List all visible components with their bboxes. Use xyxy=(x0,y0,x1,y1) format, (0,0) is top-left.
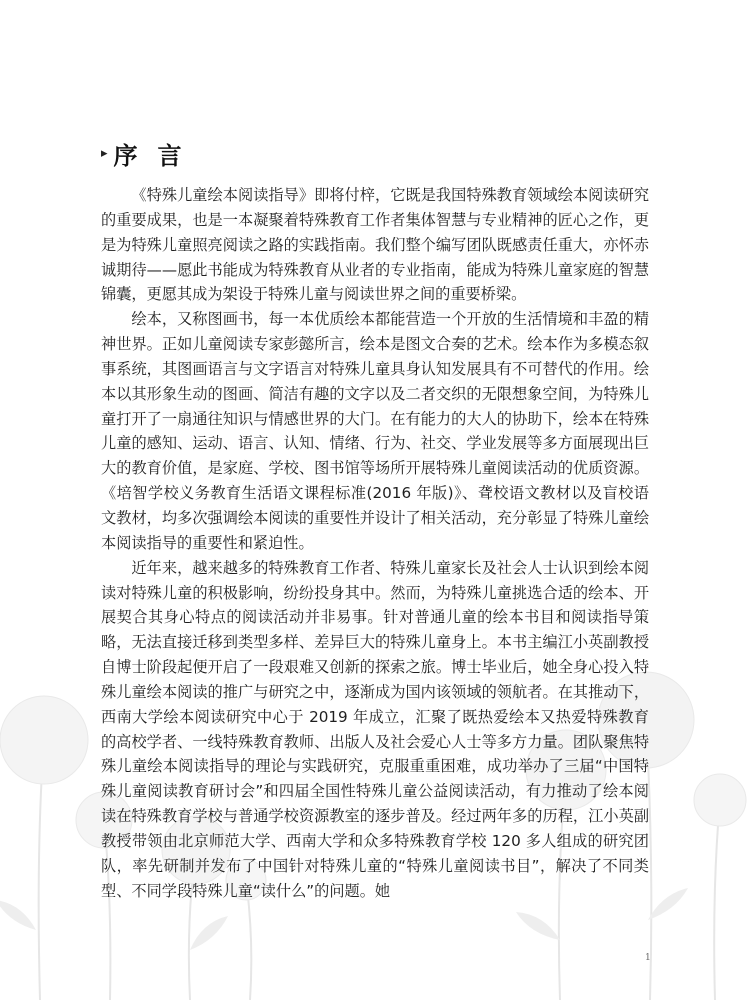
page-number: 1 xyxy=(645,953,651,963)
section-heading xyxy=(101,136,202,171)
paragraph-2: 绘本，又称图画书，每一本优质绘本都能营造一个开放的生活情境和丰盈的精神世界。正如儿童阅读专家彭懿所言，绘本是图文合奏的艺术。绘本作为多模态叙事系统，其图画语言与文字语言对特殊儿童具身认知发展具有不可替代的作用。绘本以其形象生动的图画、简洁有趣的文字以及二者交织的无限想象空间，为特殊儿童打开了一扇通往知识与情感世界的大门。在有能力的大人的协助下，绘本在特殊儿童的感知、运动、语言、认知、情绪、行为、社交、学业发展等多方面展现出巨大的教育价值，是家庭、学校、图书馆等场所开展特殊儿童阅读活动的优质资源。《培智学校义务教育生活语文课程标准(2016 年版)》、聋校语文教材以及盲校语文教材，均多次强调绘本阅读的重要性并设计了相关活动，充分彰显了特殊儿童绘本阅读指导的重要性和紧迫性。 xyxy=(101,310,649,552)
triangle-bullet-icon: ▸ xyxy=(101,146,108,161)
section-title: 序言 xyxy=(113,142,202,170)
body-text xyxy=(101,183,649,903)
paragraph-3: 近年来，越来越多的特殊教育工作者、特殊儿童家长及社会人士认识到绘本阅读对特殊儿童的积极影响，纷纷投身其中。然而，为特殊儿童挑选合适的绘本、开展契合其身心特点的阅读活动并非易事。针对普通儿童的绘本书目和阅读指导策略，无法直接迁移到类型多样、差异巨大的特殊儿童身上。本书主编江小英副教授自博士阶段起便开启了一段艰难又创新的探索之旅。博士毕业后，她全身心投入特殊儿童绘本阅读的推广与研究之中，逐渐成为国内该领域的领航者。在其推动下，西南大学绘本阅读研究中心于 2019 年成立，汇聚了既热爱绘本又热爱特殊教育的高校学者、一线特殊教育教师、出版人及社会爱心人士等多方力量。团队聚焦特殊儿童绘本阅读指导的理论与实践研究，克服重重困难，成功举办了三届“中国特殊儿童阅读教育研讨会”和四届全国性特殊儿童公益阅读活动，有力推动了绘本阅读在特殊教育学校与普通学校资源教室的逐步普及。经过两年多的历程，江小英副教授带领由北京师范大学、西南大学和众多特殊教育学校 120 多人组成的研究团队，率先研制并发布了中国针对特殊儿童的“特殊儿童阅读书目”，解决了不同类型、不同学段特殊儿童“读什么”的问题。她 xyxy=(101,558,649,900)
paragraph-1: 《特殊儿童绘本阅读指导》即将付梓，它既是我国特殊教育领域绘本阅读研究的重要成果，也是一本凝聚着特殊教育工作者集体智慧与专业精神的匠心之作，更是为特殊儿童照亮阅读之路的实践指南。我们整个编写团队既感责任重大，亦怀赤诚期待——愿此书能成为特殊教育从业者的专业指南，能成为特殊儿童家庭的智慧锦囊，更愿其成为架设于特殊儿童与阅读世界之间的重要桥梁。 xyxy=(101,186,649,304)
